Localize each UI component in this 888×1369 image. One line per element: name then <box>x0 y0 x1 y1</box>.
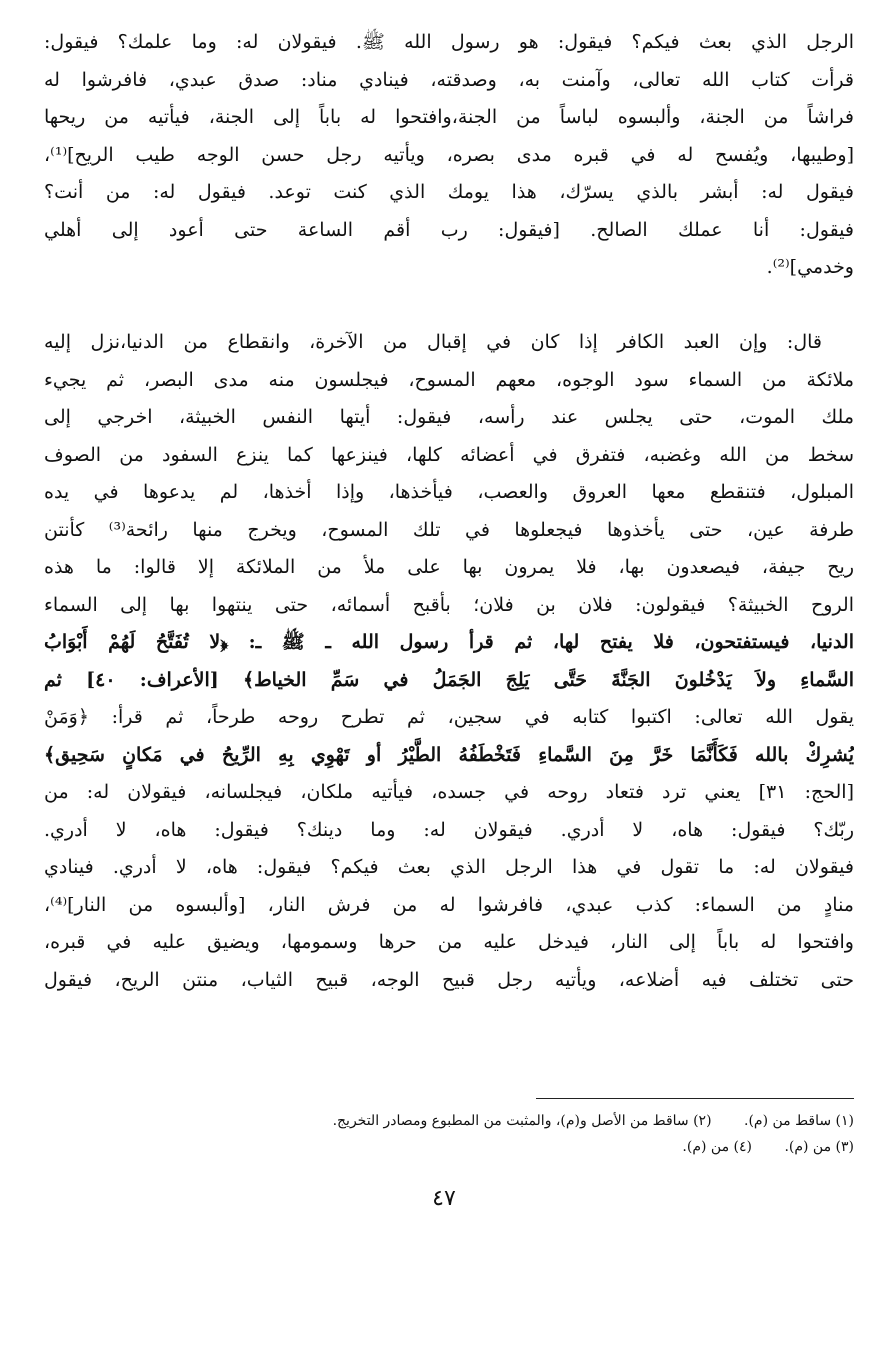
text-line: فراشاً من الجنة، وألبسوه لباساً من الجنة،وافتحوا له باباً إلى الجنة، فيأتيه من ريحها <box>44 106 854 128</box>
footnote-3: (٣) من (م). <box>784 1139 854 1155</box>
text-line: منادٍ من السماء: كذب عبدي، فافرشوا له من فرش النار، [وألبسوه من النار]⁽⁴⁾، <box>44 893 854 916</box>
text-line: فيقول له: أبشر بالذي يسرّك، هذا يومك الذي كنت توعد. فيقول له: من أنت؟ <box>44 181 854 203</box>
text-line: الروح الخبيثة؟ فيقولون: فلان بن فلان؛ بأقبح أسمائه، حتى ينتهوا بها إلى السماء <box>44 593 854 616</box>
paragraph-1 <box>44 24 854 287</box>
footnote-separator <box>536 1098 854 1099</box>
text-line: حتى تختلف فيه أضلاعه، ويأتيه رجل قبيح الوجه، قبيح الثياب، منتن الريح، فيقول <box>44 968 854 991</box>
footnote-4: (٤) من (م). <box>682 1139 752 1155</box>
text-line: طرفة عين، حتى يأخذوها فيجعلوها في تلك المسوح، ويخرج منها رائحة⁽³⁾ كأنتن <box>44 518 854 541</box>
text-line: [وطيبها، ويُفسح له في قبره مدى بصره، ويأتيه رجل حسن الوجه طيب الريح]⁽¹⁾، <box>44 143 854 166</box>
text-line: ربّك؟ فيقول: هاه، لا أدري. فيقولان له: وما دينك؟ فيقول: هاه، لا أدري. <box>44 818 854 841</box>
text-line: سخط من الله وغضبه، فتفرق في أعضائه كلها، فينزعها كما ينزع السفود من الصوف <box>44 443 854 466</box>
text-line: الرجل الذي بعث فيكم؟ فيقول: هو رسول الله ﷺ. فيقولان له: وما علمك؟ فيقول: <box>44 31 854 53</box>
text-line: ملك الموت، حتى يجلس عند رأسه، فيقول: أيتها النفس الخبيثة، اخرجي إلى <box>44 406 854 428</box>
text-line: ملائكة من السماء سود الوجوه، معهم المسوح، فيجلسون منه مدى البصر، ثم يجيء <box>44 368 854 391</box>
page-number: ٤٧ <box>432 1186 456 1211</box>
paragraph-2 <box>44 324 854 999</box>
footnotes <box>44 1108 854 1160</box>
quran-verse-line: السَّماءِ ولاَ يَدْخُلونَ الجَنَّةَ حَتَّى يَلِجَ الجَمَلُ في سَمِّ الخياط﴾ [الأعراف: ٤٠] ثم <box>44 668 854 691</box>
footnote-row <box>44 1134 854 1160</box>
text-line: يقول الله تعالى: اكتبوا كتابه في سجين، ثم تطرح روحه طرحاً، ثم قرأ: ﴿وَمَنْ <box>44 706 854 728</box>
text-line: فيقولان له: ما تقول في هذا الرجل الذي بعث فيكم؟ فيقول: هاه، لا أدري. فينادي <box>44 856 854 878</box>
text-line: فيقول: أنا عملك الصالح. [فيقول: رب أقم الساعة حتى أعود إلى أهلي <box>44 218 854 241</box>
quran-verse-line: الدنيا، فيستفتحون، فلا يفتح لها، ثم قرأ رسول الله ـ ﷺ ـ: ﴿لا تُفَتَّحُ لَهُمْ أَبْوَابُ <box>44 631 854 653</box>
text-line: ريح جيفة، فيصعدون بها، فلا يمرون بها على ملأ من الملائكة إلا قالوا: ما هذه <box>44 556 854 578</box>
text-line: قال: وإن العبد الكافر إذا كان في إقبال من الآخرة، وانقطاع من الدنيا،نزل إليه <box>44 331 822 353</box>
text-line: وافتحوا له باباً إلى النار، فيدخل عليه من حرها وسمومها، ويضيق عليه في قبره، <box>44 931 854 953</box>
footnote-2: (٢) ساقط من الأصل و(م)، والمثبت من المطبوع ومصادر التخريج. <box>332 1113 712 1129</box>
text-line: المبلول، فتنقطع معها العروق والعصب، فيأخذها، وإذا أخذها، لم يدعوها في يده <box>44 481 854 503</box>
text-line: وخدمي]⁽²⁾. <box>766 256 854 278</box>
quran-verse-line: يُشرِكْ بالله فَكَأَنَّمَا خَرَّ مِنَ السَّماءِ فَتَخْطَفُهُ الطَّيْرُ أو تَهْوِي بِهِ الرِّيحُ في مَكانٍ سَحِيق﴾ <box>44 743 854 766</box>
footnote-1: (١) ساقط من (م). <box>744 1113 854 1129</box>
footnote-row <box>44 1108 854 1134</box>
text-line: قرأت كتاب الله تعالى، وآمنت به، وصدقته، فينادي مناد: صدق عبدي، فافرشوا له <box>44 68 854 91</box>
text-line: [الحج: ٣١] يعني ترد فتعاد روحه في جسده، فيأتيه ملكان، فيجلسانه، فيقولان له: من <box>44 781 854 803</box>
